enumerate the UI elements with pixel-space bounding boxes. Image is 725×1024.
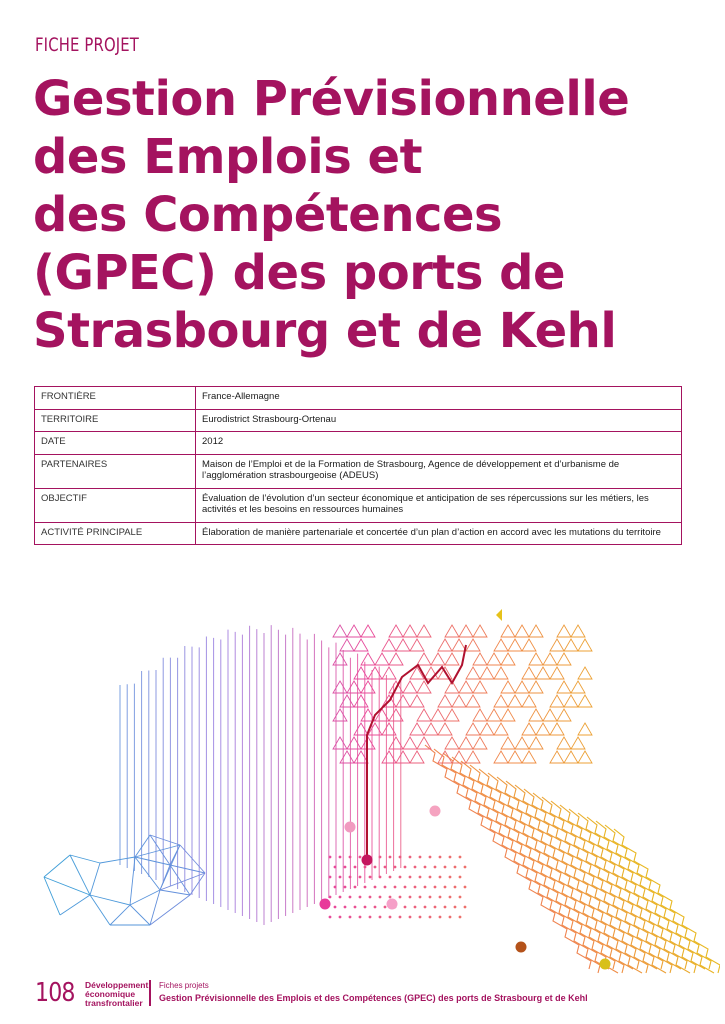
illus-triangle [466,723,480,735]
row-label: PARTENAIRES [35,454,196,488]
illus-dot [419,856,422,859]
illus-triangle [571,737,585,749]
illus-triangle [564,639,578,651]
illus-dot [449,896,452,899]
row-label: ACTIVITÉ PRINCIPALE [35,522,196,545]
illus-triangle [354,667,368,679]
illus-triangle [550,723,564,735]
illus-dot [439,896,442,899]
brand-line: Développement [85,980,149,990]
illus-triangle [431,709,445,721]
illus-triangle [438,723,452,735]
illus-triangle [361,653,375,665]
illus-dot [389,876,392,879]
illus-triangle [340,639,354,651]
page-number: 108 [35,978,75,1008]
illus-triangle [494,751,508,763]
illus-triangle [445,709,459,721]
illus-dot [414,906,417,909]
illus-triangle [501,653,515,665]
illus-triangle [389,653,403,665]
illus-triangle [550,667,564,679]
illus-triangle [578,639,592,651]
illus-triangle [564,751,578,763]
illus-triangle [340,695,354,707]
illus-dot [434,866,437,869]
illus-dot [384,906,387,909]
illus-dot [339,856,342,859]
fiche-projet-label: FICHE PROJET [35,34,140,56]
illus-dot [449,916,452,919]
illus-dot [449,856,452,859]
illus-dot [429,916,432,919]
illus-triangle [445,737,459,749]
illus-triangle [466,751,480,763]
illus-node [387,899,398,910]
illus-dot [364,866,367,869]
illus-triangle [396,695,410,707]
illus-triangle [424,723,438,735]
illus-dot [379,916,382,919]
illus-triangle [333,625,347,637]
table-row [35,488,682,522]
row-value: France-Allemagne [196,387,682,410]
illus-dot [439,856,442,859]
brand-line: économique [85,989,136,999]
illus-triangle [347,737,361,749]
illus-triangle [578,723,592,735]
illus-triangle [333,681,347,693]
illus-triangle [550,639,564,651]
row-value: 2012 [196,432,682,455]
illus-triangle [557,625,571,637]
illus-dot [409,856,412,859]
illus-dot [454,906,457,909]
illus-triangle [382,667,396,679]
illus-network-edge [150,835,170,865]
illus-triangle [466,695,480,707]
illus-node [516,942,527,953]
illus-network-edge [90,863,100,895]
illus-triangle [536,723,550,735]
illus-dot [389,856,392,859]
illus-triangle [529,681,543,693]
illus-triangle [466,667,480,679]
illus-triangle [473,709,487,721]
illus-dot [359,916,362,919]
illus-triangle [403,737,417,749]
illus-network-edge [150,890,160,925]
illus-dot [409,916,412,919]
illus-dot [434,886,437,889]
illus-dot [399,876,402,879]
illus-triangle [445,625,459,637]
illus-dot [334,866,337,869]
illus-triangle [333,653,347,665]
illus-dot [339,916,342,919]
decorative-territory-illustration [30,595,720,1015]
illus-triangle [529,653,543,665]
illus-triangle [550,695,564,707]
illus-dot [404,906,407,909]
illus-dot [464,866,467,869]
illus-dot [449,876,452,879]
illus-node [600,959,611,970]
illus-triangle [536,667,550,679]
illus-triangle [515,737,529,749]
illus-triangle [410,695,424,707]
illus-network-edge [150,835,180,845]
illus-dot [344,866,347,869]
illus-wave [434,749,600,973]
illus-dot [379,856,382,859]
illus-triangle [403,625,417,637]
illus-triangle [494,723,508,735]
illus-triangle [494,639,508,651]
illus-triangle [438,639,452,651]
illus-triangle [361,681,375,693]
illus-dot [359,856,362,859]
illus-triangle [459,625,473,637]
illus-triangle [571,625,585,637]
row-label: TERRITOIRE [35,409,196,432]
row-label: DATE [35,432,196,455]
illus-node [362,855,373,866]
illus-triangle [522,751,536,763]
illus-dot [329,916,332,919]
illus-dot [369,876,372,879]
illus-triangle [473,737,487,749]
title-line: des Emplois et [33,129,423,185]
illus-triangle [522,639,536,651]
illus-dot [459,856,462,859]
illus-triangle [410,723,424,735]
footer-divider [149,980,151,1006]
illus-dot [349,856,352,859]
illus-triangle [459,681,473,693]
illus-dot [424,886,427,889]
table-row [35,409,682,432]
illus-wave [587,817,705,969]
title-line: Gestion Prévisionnelle [33,71,630,127]
illus-dot [334,886,337,889]
illus-triangle [459,737,473,749]
brand-line: transfrontalier [85,998,143,1008]
illus-dot [424,866,427,869]
illus-dot [424,906,427,909]
illus-triangle [452,751,466,763]
illus-triangle [417,709,431,721]
illus-dot [349,916,352,919]
illus-dot [464,886,467,889]
illus-dot [409,896,412,899]
illus-triangle [501,681,515,693]
project-info-table [34,386,682,545]
illus-dot [404,866,407,869]
table-row [35,522,682,545]
illus-triangle [529,709,543,721]
illus-dot [379,896,382,899]
illus-dot [439,876,442,879]
illus-dot [399,896,402,899]
illus-triangle [452,695,466,707]
illus-network-edge [44,855,70,877]
footer-document-title: Gestion Prévisionnelle des Emplois et des Compétences (GPEC) des ports de Strasbourg et de Kehl [159,993,588,1003]
row-value: Eurodistrict Strasbourg-Ortenau [196,409,682,432]
publication-brand [85,981,148,1008]
table-row [35,387,682,410]
table-row [35,432,682,455]
illus-dot [374,886,377,889]
illus-node [345,822,356,833]
illus-dot [419,916,422,919]
illus-network-edge [60,895,90,915]
page-title [33,70,713,360]
illus-triangle [487,653,501,665]
illus-triangle [543,709,557,721]
illus-network-edge [160,890,190,895]
illus-dot [429,896,432,899]
page-footer [35,978,715,1012]
illus-triangle [445,653,459,665]
title-line: (GPEC) des ports de [33,245,566,301]
illus-node [320,899,331,910]
illus-dot [459,876,462,879]
illus-dot [444,866,447,869]
illus-triangle [515,625,529,637]
illus-dot [369,916,372,919]
illus-dot [334,906,337,909]
illus-triangle [522,667,536,679]
illus-triangle [529,625,543,637]
illus-dot [429,856,432,859]
row-value: Maison de l’Emploi et de la Formation de Strasbourg, Agence de développement et d’urbanisme de l’agglomération strasbourgeoise (ADEUS) [196,454,682,488]
illus-dot [374,906,377,909]
row-value: Évaluation de l’évolution d’un secteur économique et anticipation de ses répercussions sur les métiers, les activités et les besoins en ressources humaines [196,488,682,522]
illus-dot [459,916,462,919]
title-line: des Compétences [33,187,503,243]
illus-triangle [501,709,515,721]
illus-network-edge [70,855,100,863]
illus-triangle [340,751,354,763]
illus-triangle [347,681,361,693]
illus-dot [419,896,422,899]
illus-triangle [361,625,375,637]
illus-network-edge [130,890,160,905]
illus-dot [439,916,442,919]
illus-dot [454,866,457,869]
illus-triangle [557,737,571,749]
illus-dot [344,906,347,909]
illus-dot [354,886,357,889]
illus-dot [394,886,397,889]
illus-dot [419,876,422,879]
illus-triangle [410,751,424,763]
illus-triangle [473,625,487,637]
illus-dot [399,856,402,859]
illus-triangle [403,681,417,693]
illus-dot [344,886,347,889]
illus-dot [354,866,357,869]
illus-dot [359,896,362,899]
illus-wave [497,777,639,969]
illus-node [430,806,441,817]
illus-dot [434,906,437,909]
illus-triangle [417,625,431,637]
illus-triangle [480,667,494,679]
illus-dot [349,896,352,899]
illus-dot [354,906,357,909]
illus-triangle [473,653,487,665]
illus-dot [379,876,382,879]
illus-triangle [571,681,585,693]
illus-triangle [410,639,424,651]
breadcrumb: Fiches projets [159,981,209,990]
illus-triangle [550,751,564,763]
illus-triangle [508,639,522,651]
illus-dot [339,896,342,899]
illus-dot [389,916,392,919]
illus-triangle [396,751,410,763]
illus-dot [364,906,367,909]
illus-marker [496,609,502,621]
illus-dot [404,886,407,889]
illus-triangle [438,695,452,707]
illus-dot [349,876,352,879]
illus-network-edge [130,905,150,925]
illus-triangle [501,625,515,637]
illus-triangle [557,653,571,665]
illus-dot [399,916,402,919]
illus-triangle [494,695,508,707]
illus-triangle [431,653,445,665]
illus-triangle [578,751,592,763]
illus-dot [329,856,332,859]
illus-network-edge [170,865,205,873]
illus-triangle [417,653,431,665]
illus-triangle [389,625,403,637]
illus-dot [394,866,397,869]
illus-triangle [354,639,368,651]
title-line: Strasbourg et de Kehl [33,303,617,359]
illus-dot [459,896,462,899]
illus-network-edge [150,895,190,925]
illus-triangle [333,709,347,721]
illus-triangle [522,695,536,707]
illus-dot [429,876,432,879]
row-label: OBJECTIF [35,488,196,522]
illus-triangle [473,681,487,693]
illus-triangle [501,737,515,749]
illus-triangle [354,723,368,735]
illus-network-edge [100,857,135,863]
illus-triangle [375,653,389,665]
illus-dot [374,866,377,869]
table-row [35,454,682,488]
illus-triangle [487,709,501,721]
illus-triangle [529,737,543,749]
illus-triangle [368,667,382,679]
illus-dot [329,876,332,879]
illus-network-edge [110,905,130,925]
illus-triangle [508,751,522,763]
illus-triangle [480,723,494,735]
illus-dot [384,866,387,869]
illus-dot [464,906,467,909]
illus-dot [384,886,387,889]
illus-triangle [354,751,368,763]
illus-dot [454,886,457,889]
illus-dot [409,876,412,879]
illus-triangle [557,681,571,693]
illus-triangle [578,695,592,707]
illus-triangle [396,639,410,651]
illus-triangle [543,653,557,665]
illus-dot [359,876,362,879]
illus-network-edge [70,855,90,895]
illus-dot [444,886,447,889]
illus-dot [369,896,372,899]
illus-triangle [438,751,452,763]
illus-dot [414,866,417,869]
illus-triangle [578,667,592,679]
illus-triangle [494,667,508,679]
row-value: Élaboration de manière partenariale et concertée d’un plan d’action en accord avec les mutations du territoire [196,522,682,545]
illus-triangle [522,723,536,735]
illus-triangle [347,625,361,637]
illus-triangle [557,709,571,721]
illus-triangle [354,695,368,707]
illus-triangle [564,695,578,707]
illus-dot [444,906,447,909]
illus-triangle [333,737,347,749]
illus-triangle [515,681,529,693]
row-label: FRONTIÈRE [35,387,196,410]
illus-triangle [452,639,466,651]
illus-triangle [382,639,396,651]
illus-network-edge [130,857,135,905]
illus-triangle [508,695,522,707]
illus-dot [364,886,367,889]
illus-dot [329,896,332,899]
illus-dot [414,886,417,889]
illus-triangle [466,639,480,651]
illus-wave [596,821,714,973]
illus-dot [339,876,342,879]
illus-triangle [417,737,431,749]
illus-dot [389,896,392,899]
